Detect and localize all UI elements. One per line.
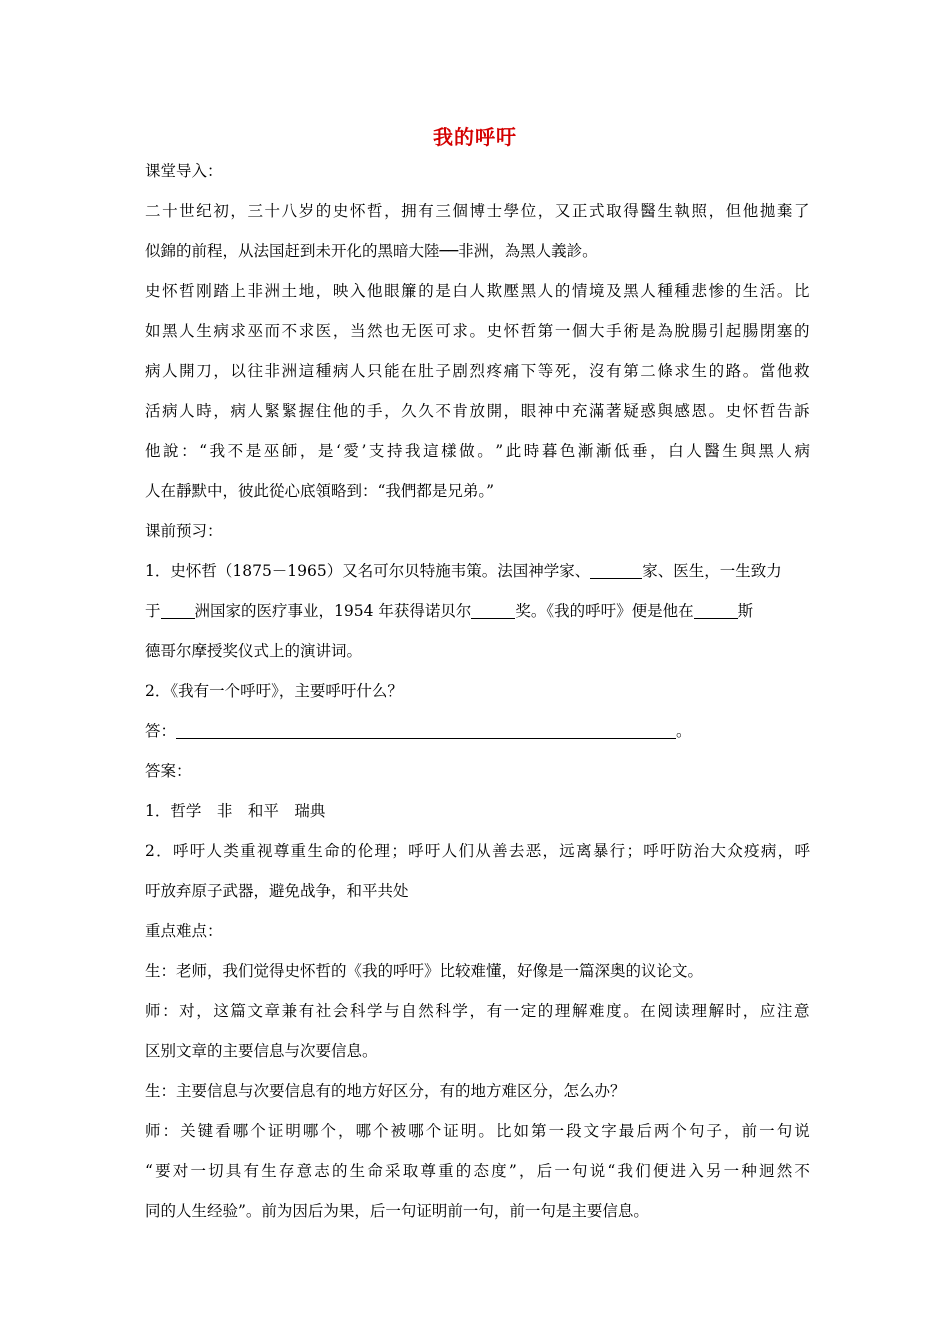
- question-1-line-2: [145, 591, 810, 631]
- question-1-line-1: [145, 551, 810, 591]
- answer-blank[interactable]: [176, 723, 676, 739]
- paragraph-line: 如 黑 人 生 病 求 巫 而 不 求 医 ， 当 然 也 无 医 可 求 。 史 怀 哲 第 一 個 大 手 術 是 為 脫 腸 引 起 腸 閉 塞 的: [145, 322, 810, 340]
- paragraph-line: 活 病 人 時 ， 病 人 緊 緊 握 住 他 的 手 ， 久 久 不 肯 放 開 ， 眼 神 中 充 滿 著 疑 惑 與 感 恩 。 史 怀 哲 告 訴: [145, 402, 810, 420]
- paragraph-line: 病 人 開 刀 ， 以 往 非 洲 這 種 病 人 只 能 在 肚 子 剧 烈 疼 痛 下 等 死 ， 沒 有 第 二 條 求 生 的 路 。 當 他 救: [145, 362, 810, 380]
- section-heading-answers: 答案：: [145, 762, 192, 780]
- paragraph-line: 史 怀 哲 刚 踏 上 非 洲 土 地 ， 映 入 他 眼 簾 的 是 白 人 欺 壓 黑 人 的 情 境 及 黑 人 種 種 悲 惨 的 生 活 。 比: [145, 282, 810, 300]
- dialogue-line: “ 要 对 一 切 具 有 生 存 意 志 的 生 命 采 取 尊 重 的 态 度 ” ， 后 一 句 说 “ 我 们 便 进 入 另 一 种 迥 然 不: [145, 1162, 810, 1180]
- section-heading-intro: 课堂导入：: [145, 162, 223, 180]
- answer-2-line-1: 2 ． 呼 吁 人 类 重 视 尊 重 生 命 的 伦 理 ； 呼 吁 人 们 从 善 去 恶 ， 远 离 暴 行 ； 呼 吁 防 治 大 众 疫 病 ， 呼: [145, 842, 810, 860]
- dialogue-line: 生：老师，我们觉得史怀哲的《我的呼吁》比较难懂，好像是一篇深奥的议论文。: [145, 962, 704, 980]
- paragraph-line: 二 十 世 纪 初 ， 三 十 八 岁 的 史 怀 哲 ， 拥 有 三 個 博 士 學 位 ， 又 正 式 取 得 醫 生 執 照 ， 但 他 拋 棄 了: [145, 202, 810, 220]
- question-2: 2．《我有一个呼吁》，主要呼吁什么？: [145, 682, 403, 700]
- fill-blank[interactable]: [161, 603, 195, 619]
- answer-2-line-2: 吁放弃原子武器，避免战争，和平共处: [145, 882, 409, 900]
- answer-label: 答：: [145, 722, 177, 740]
- section-heading-preview: 课前预习：: [145, 522, 223, 540]
- dialogue-line: 同的人生经验”。前为因后为果，后一句证明前一句，前一句是主要信息。: [145, 1202, 649, 1220]
- answer-line: [145, 711, 810, 751]
- dialogue-line: 生：主要信息与次要信息有的地方好区分，有的地方难区分，怎么办？: [145, 1082, 626, 1100]
- fill-blank[interactable]: [471, 603, 515, 619]
- dialogue-line: 师 ： 关 键 看 哪 个 证 明 哪 个 ， 哪 个 被 哪 个 证 明 。 比 如 第 一 段 文 字 最 后 两 个 句 子 ， 前 一 句 说: [145, 1122, 810, 1140]
- answer-1: 1．哲学 非 和平 瑞典: [145, 802, 326, 820]
- fill-blank[interactable]: [590, 563, 642, 579]
- answer-end: 。: [676, 722, 692, 740]
- paragraph-line: 似錦的前程，从法国赶到未开化的黑暗大陸──非洲，為黑人義診。: [145, 242, 598, 260]
- question-text: 洲国家的医疗事业，1954 年获得诺贝尔: [194, 602, 472, 620]
- question-text: 于: [145, 602, 161, 620]
- question-text: 家、医生，一生致力: [642, 562, 782, 580]
- question-text: 奖。《我的呼吁》便是他在: [515, 602, 694, 620]
- dialogue-line: 区别文章的主要信息与次要信息。: [145, 1042, 378, 1060]
- paragraph-line: 他 說 ： “ 我 不 是 巫 師 ， 是 ‘ 愛 ’ 支 持 我 這 樣 做 。 ” 此 時 暮 色 漸 漸 低 垂 ， 白 人 醫 生 與 黑 人 病: [145, 442, 810, 460]
- paragraph-line: 人在靜默中，彼此從心底領略到：“我們都是兄弟。”: [145, 482, 495, 500]
- fill-blank[interactable]: [694, 603, 738, 619]
- document-body: [145, 151, 810, 1231]
- document-title: 我的呼吁: [433, 125, 517, 149]
- dialogue-line: 师 ： 对 ， 这 篇 文 章 兼 有 社 会 科 学 与 自 然 科 学 ， 有 一 定 的 理 解 难 度 。 在 阅 读 理 解 时 ， 应 注 意: [145, 1002, 810, 1020]
- question-text: 1．史怀哲（1875－1965）又名可尔贝特施韦策。法国神学家、: [145, 562, 591, 580]
- question-text: 斯: [737, 602, 754, 620]
- question-1-line-3: 德哥尔摩授奖仪式上的演讲词。: [145, 642, 363, 660]
- section-heading-key-points: 重点难点：: [145, 922, 223, 940]
